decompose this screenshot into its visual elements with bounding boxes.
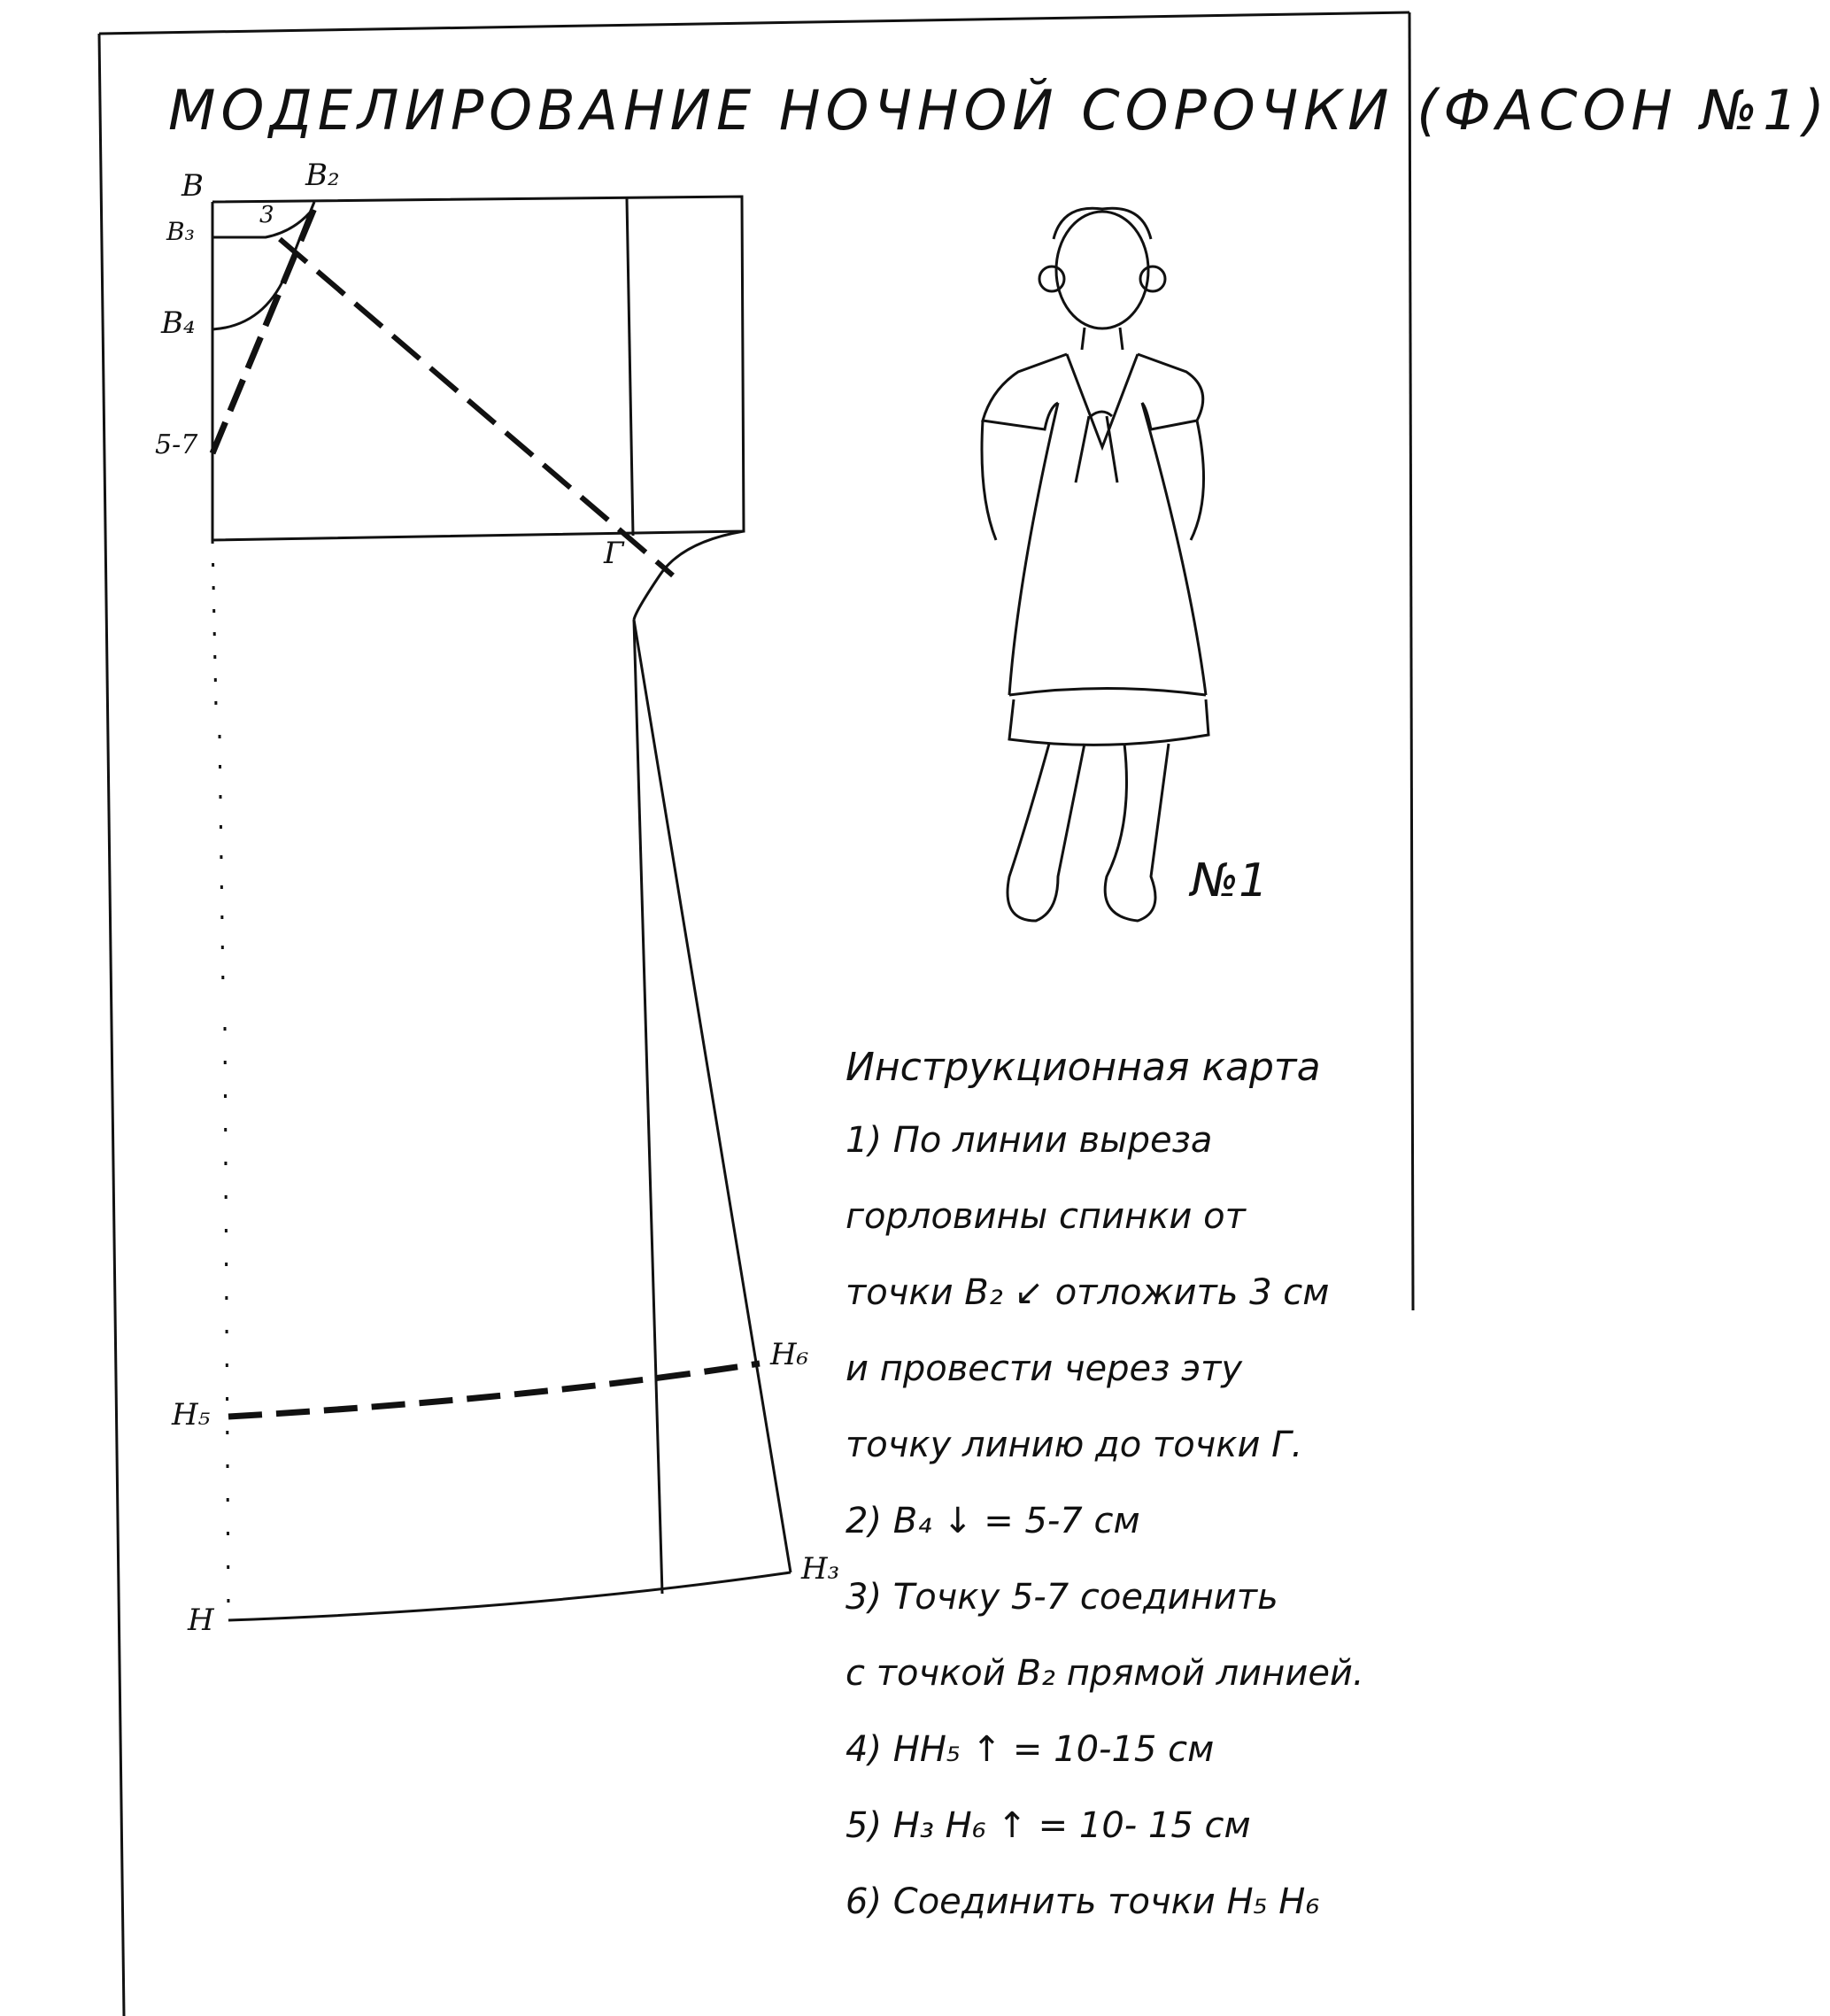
figure-dress-hem xyxy=(1009,689,1208,745)
fold-line-upper xyxy=(212,540,216,708)
label-h6: Н₆ xyxy=(770,1337,809,1372)
yoke-divider xyxy=(627,198,633,536)
figure-v-neck xyxy=(1067,354,1138,447)
instruction-line: точки В₂ ↙ отложить 3 см xyxy=(846,1272,1330,1313)
figure-hair-bow-right xyxy=(1140,266,1165,291)
instruction-line: 1) По линии выреза xyxy=(846,1120,1213,1161)
instruction-line: 3) Точку 5-7 соединить xyxy=(846,1577,1278,1618)
frame-top-line xyxy=(99,12,1409,34)
instruction-line: с точкой В₂ прямой линией. xyxy=(846,1653,1364,1694)
label-h5: Н₅ xyxy=(172,1397,211,1433)
hem-line xyxy=(228,1572,791,1620)
instruction-line: горловины спинки от xyxy=(846,1196,1246,1237)
instruction-line: 5) Н₃ Н₆ ↑ = 10- 15 см xyxy=(846,1805,1251,1846)
cut-line-to-g xyxy=(280,239,673,575)
fold-line-middle xyxy=(220,735,223,992)
figure-dress-sides xyxy=(1009,403,1206,695)
model-number: №1 xyxy=(1191,854,1269,908)
instruction-line: 2) В₄ ↓ = 5-7 см xyxy=(846,1501,1140,1541)
label-h3: Н₃ xyxy=(801,1551,840,1587)
label-h: Н xyxy=(188,1603,214,1638)
label-5-7: 5-7 xyxy=(155,429,198,460)
hem-dashed-h5-h6 xyxy=(228,1363,760,1417)
page-title: МОДЕЛИРОВАНИЕ НОЧНОЙ СОРОЧКИ (ФАСОН №1) xyxy=(168,78,1830,143)
figure-head xyxy=(1056,212,1148,328)
label-b: В xyxy=(181,168,204,204)
instruction-line: 4) НН₅ ↑ = 10-15 см xyxy=(846,1729,1215,1770)
instruction-line: 6) Соединить точки Н₅ Н₆ xyxy=(846,1881,1320,1922)
figure-right-leg xyxy=(1105,744,1169,921)
instruction-title: Инструкционная карта xyxy=(846,1045,1321,1090)
armhole-curve xyxy=(634,531,744,620)
figure-neck xyxy=(1082,328,1123,350)
figure-left-leg xyxy=(1008,744,1085,921)
figure-hair-bow-left xyxy=(1039,266,1064,291)
fold-line-lower xyxy=(225,1027,228,1611)
label-g: Г xyxy=(604,536,624,571)
figure-arms xyxy=(982,421,1204,540)
frame-left-line xyxy=(99,34,124,2016)
instruction-line: и провести через эту xyxy=(846,1348,1243,1389)
label-b3: В₃ xyxy=(166,217,195,246)
figure-sketch xyxy=(982,208,1208,921)
instruction-line: точку линию до точки Г. xyxy=(846,1425,1303,1465)
label-b4: В₄ xyxy=(161,305,196,341)
label-3: 3 xyxy=(259,202,274,228)
instruction-card xyxy=(846,1045,1412,1940)
label-b2: В₂ xyxy=(305,158,340,193)
